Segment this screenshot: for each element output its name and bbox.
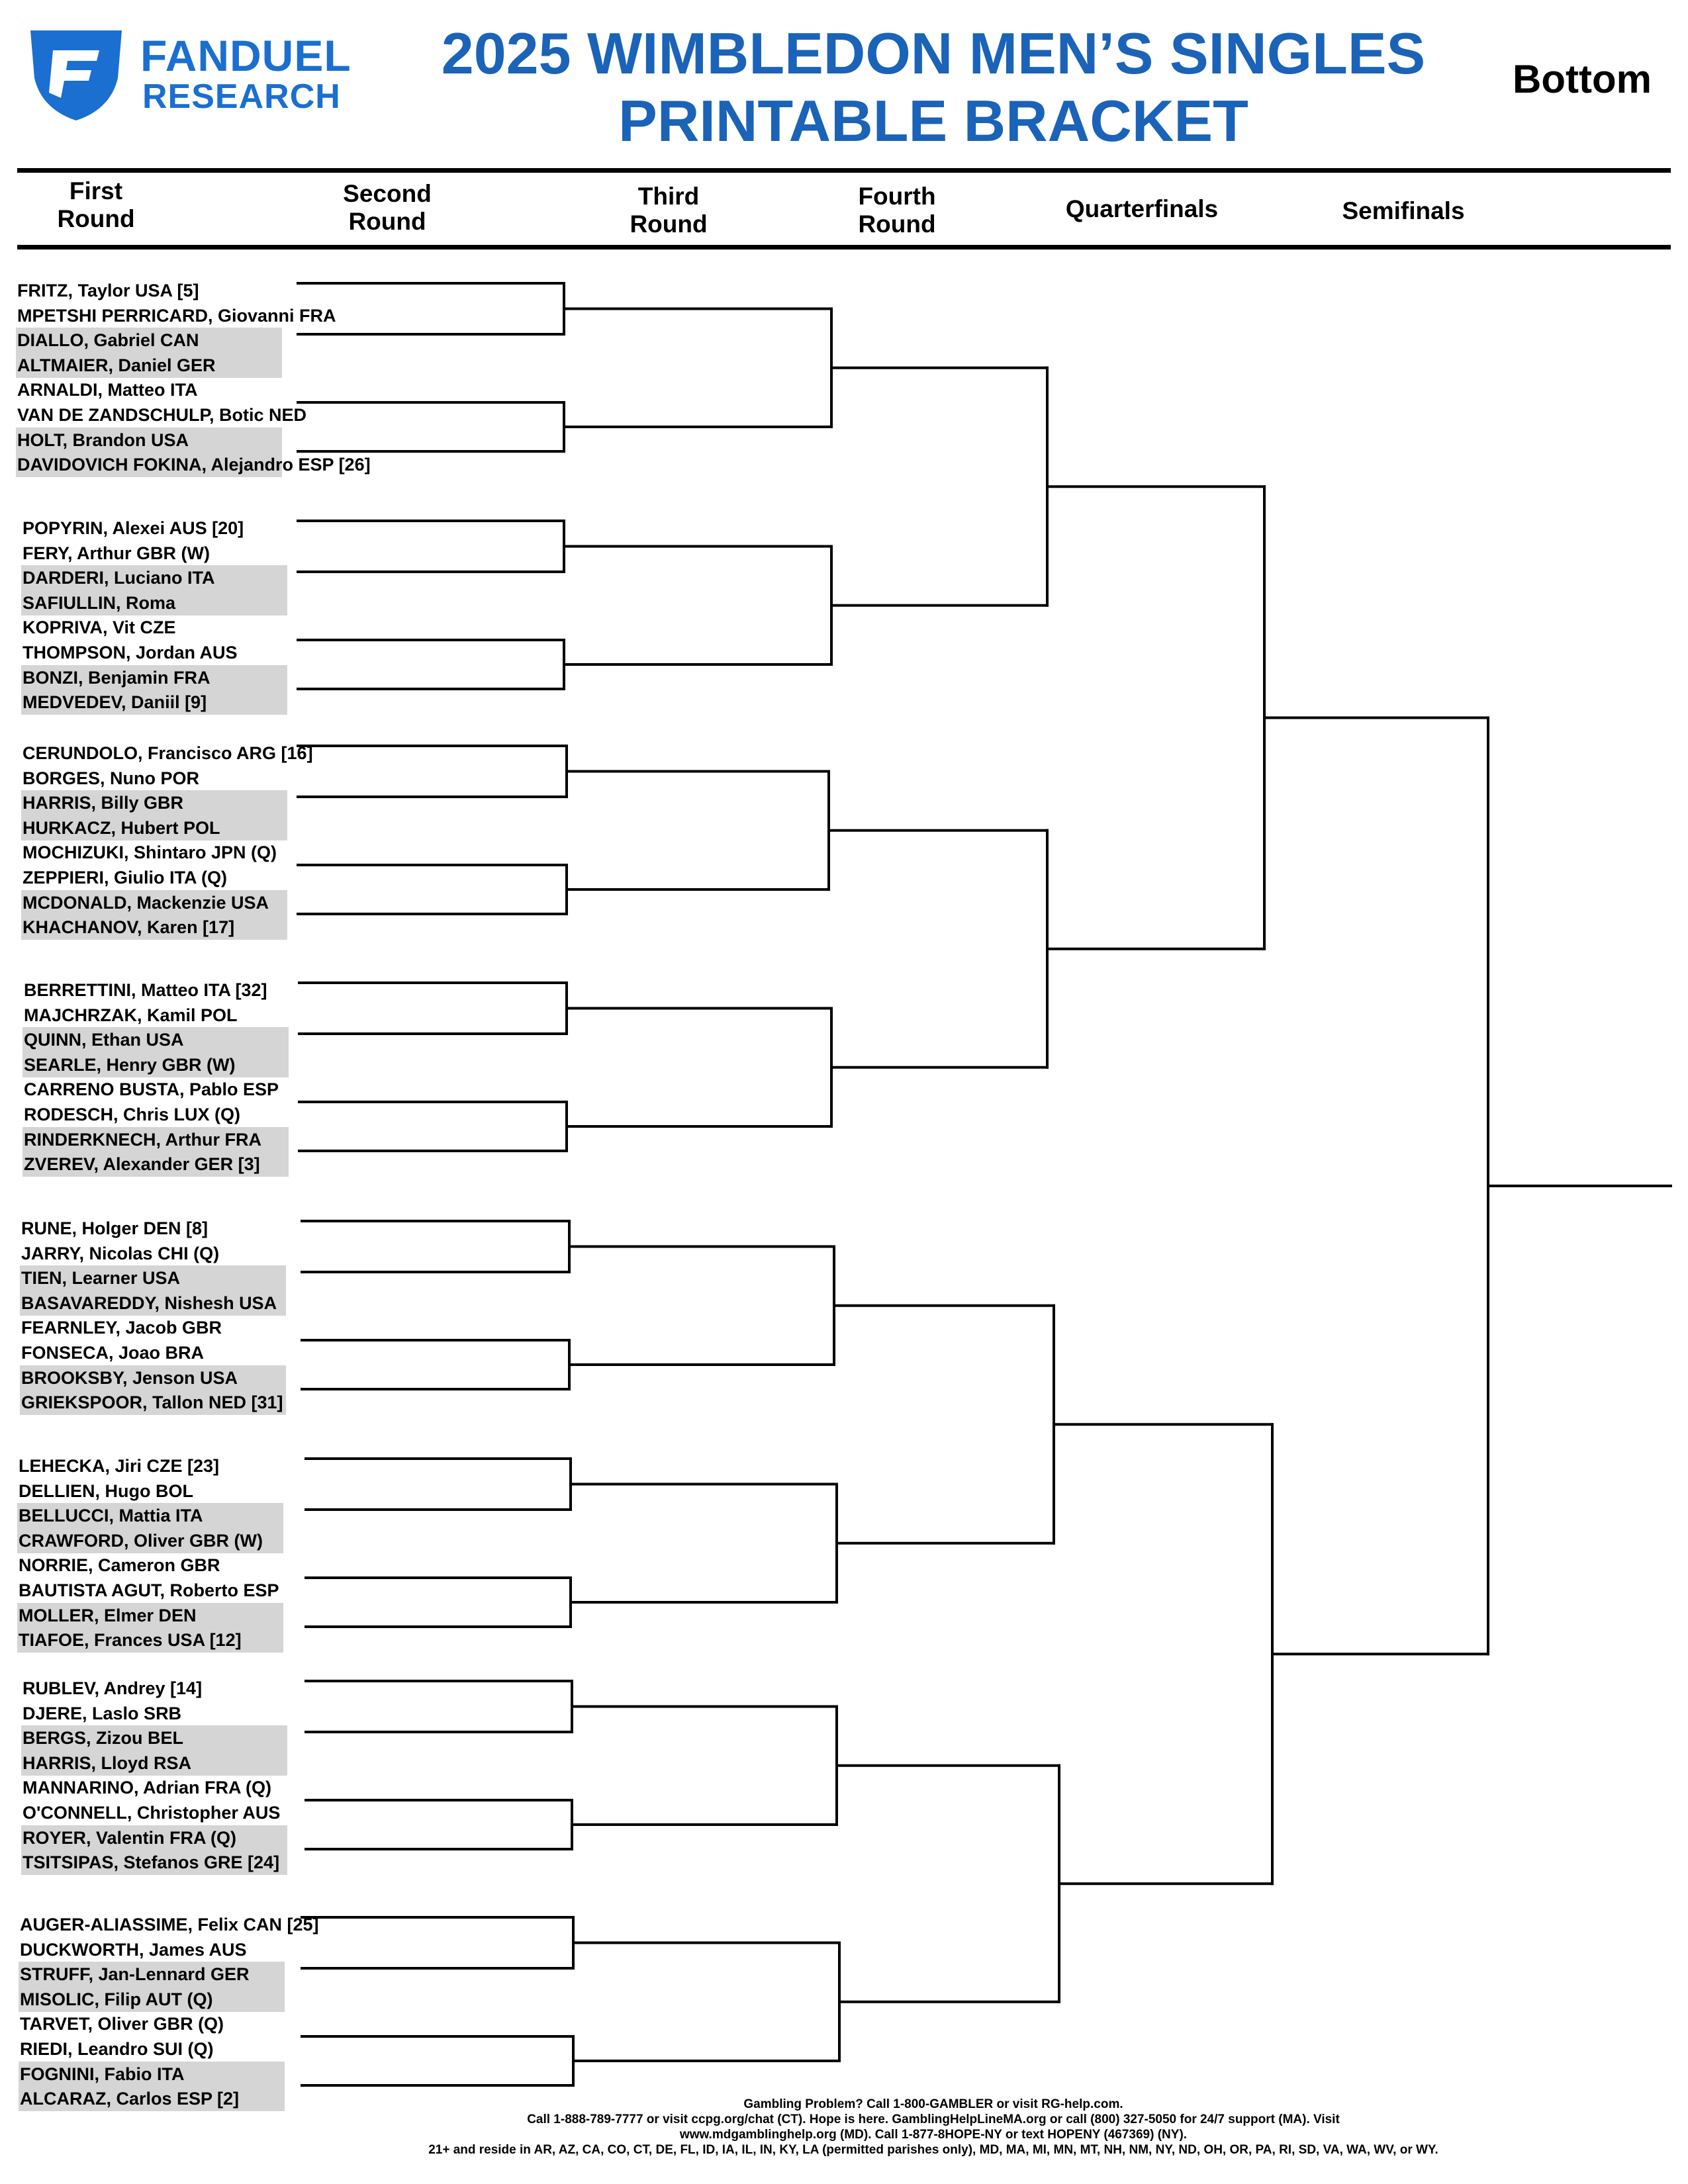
player-name: VAN DE ZANDSCHULP, Botic NED [17, 405, 307, 425]
player-name: HOLT, Brandon USA [16, 428, 282, 453]
player-name: HARRIS, Billy GBR [21, 790, 287, 815]
title-line-1: 2025 WIMBLEDON MEN’S SINGLES [441, 21, 1426, 86]
player-name: NORRIE, Cameron GBR [19, 1555, 220, 1576]
bracket-half-label: Bottom [1513, 57, 1652, 101]
player-name: BONZI, Benjamin FRA [21, 665, 287, 690]
player-name: TIEN, Learner USA [20, 1265, 286, 1291]
player-name: FONSECA, Joao BRA [21, 1343, 205, 1363]
player-name: HARRIS, Lloyd RSA [21, 1751, 287, 1776]
player-name: THOMPSON, Jordan AUS [23, 643, 238, 662]
round-header-quarterfinals: Quarterfinals [1065, 195, 1219, 222]
round-header-semifinals: Semifinals [1342, 197, 1465, 224]
player-name: MISOLIC, Filip AUT (Q) [19, 1987, 285, 2012]
player-name: DAVIDOVICH FOKINA, Alejandro ESP [26] [16, 452, 282, 477]
player-name: BERGS, Zizou BEL [21, 1725, 287, 1751]
player-name: MCDONALD, Mackenzie USA [21, 890, 287, 915]
player-name: FRITZ, Taylor USA [5] [17, 281, 199, 300]
player-name: GRIEKSPOOR, Tallon NED [31] [20, 1390, 286, 1415]
title-line-2: PRINTABLE BRACKET [618, 88, 1248, 154]
player-name: MANNARINO, Adrian FRA (Q) [23, 1778, 271, 1798]
player-name: ZEPPIERI, Giulio ITA (Q) [23, 868, 227, 887]
player-name: BERRETTINI, Matteo ITA [32] [24, 980, 267, 1000]
player-name: SAFIULLIN, Roma [21, 590, 287, 615]
player-name: ALTMAIER, Daniel GER [16, 353, 282, 378]
footer-line-3: www.mdgamblinghelp.org (MD). Call 1-877-8HOPE-NY or text HOPENY (467369) (NY). [679, 2128, 1188, 2142]
player-name: BROOKSBY, Jenson USA [20, 1365, 286, 1390]
player-name: RINDERKNECH, Arthur FRA [23, 1127, 289, 1152]
round-header-third: Third Round [630, 183, 708, 238]
player-name: RUNE, Holger DEN [8] [21, 1218, 209, 1238]
player-name: CARRENO BUSTA, Pablo ESP [24, 1079, 279, 1100]
player-name: ROYER, Valentin FRA (Q) [21, 1825, 287, 1850]
player-name: AUGER-ALIASSIME, Felix CAN [25] [20, 1915, 319, 1934]
round-header-second: Second Round [343, 180, 432, 235]
player-name: KOPRIVA, Vit CZE [23, 617, 176, 638]
player-name: DUCKWORTH, James AUS [20, 1939, 247, 1960]
player-name: RIEDI, Leandro SUI (Q) [20, 2039, 214, 2059]
player-name: JARRY, Nicolas CHI (Q) [21, 1243, 220, 1263]
player-name: CERUNDOLO, Francisco ARG [16] [23, 743, 313, 763]
player-name: LEHECKA, Jiri CZE [23] [19, 1456, 220, 1476]
player-name: CRAWFORD, Oliver GBR (W) [17, 1528, 283, 1553]
round-header-first: First Round [57, 177, 135, 232]
player-name: O'CONNELL, Christopher AUS [23, 1803, 281, 1823]
player-name: BELLUCCI, Mattia ITA [17, 1503, 283, 1528]
player-name: DIALLO, Gabriel CAN [16, 328, 282, 353]
player-name: MPETSHI PERRICARD, Giovanni FRA [17, 305, 336, 326]
player-name: HURKACZ, Hubert POL [21, 815, 287, 841]
player-name: MOCHIZUKI, Shintaro JPN (Q) [23, 842, 277, 863]
player-name: TARVET, Oliver GBR (Q) [20, 2014, 224, 2034]
player-name: BORGES, Nuno POR [23, 768, 200, 788]
brand-subtitle: RESEARCH [142, 77, 341, 116]
player-name: MOLLER, Elmer DEN [17, 1603, 283, 1628]
player-name: FERY, Arthur GBR (W) [23, 543, 210, 563]
player-name: ZVEREV, Alexander GER [3] [23, 1152, 289, 1177]
player-name: BASAVAREDDY, Nishesh USA [20, 1291, 286, 1316]
player-name: TIAFOE, Frances USA [12] [17, 1627, 283, 1653]
player-name: DELLIEN, Hugo BOL [19, 1480, 193, 1501]
player-name: QUINN, Ethan USA [23, 1027, 289, 1052]
player-name: TSITSIPAS, Stefanos GRE [24] [21, 1850, 287, 1875]
player-name: DARDERI, Luciano ITA [21, 565, 287, 590]
player-name: RUBLEV, Andrey [14] [23, 1678, 203, 1698]
responsible-gambling-footer [424, 2097, 1443, 2158]
player-name: BAUTISTA AGUT, Roberto ESP [19, 1580, 279, 1600]
brand-name: FANDUEL [140, 31, 352, 80]
player-name: KHACHANOV, Karen [17] [21, 915, 287, 940]
player-name: ARNALDI, Matteo ITA [17, 380, 198, 400]
footer-line-4: 21+ and reside in AR, AZ, CA, CO, CT, DE, FL, ID, IA, IL, IN, KY, LA (permitted parishes only), MD, MA, MI, MN, MT, NH, NM, NY, ND, OH, OR, PA, RI, SD, VA, WA, WV, or WY. [428, 2143, 1438, 2157]
player-name: FOGNINI, Fabio ITA [19, 2062, 285, 2087]
round-header-fourth: Fourth Round [858, 183, 936, 238]
player-name: ALCARAZ, Carlos ESP [2] [19, 2086, 285, 2111]
player-name: RODESCH, Chris LUX (Q) [24, 1105, 241, 1124]
footer-line-2: Call 1-888-789-7777 or visit ccpg.org/chat (CT). Hope is here. GamblingHelpLineMA.org or call (800) 327-5050 for 24/7 support (MA). Visit [527, 2113, 1340, 2126]
footer-line-1: Gambling Problem? Call 1-800-GAMBLER or visit RG-help.com. [743, 2097, 1123, 2111]
player-name: MAJCHRZAK, Kamil POL [24, 1005, 238, 1025]
player-name: FEARNLEY, Jacob GBR [21, 1318, 222, 1338]
player-name: SEARLE, Henry GBR (W) [23, 1052, 289, 1077]
player-name: DJERE, Laslo SRB [23, 1703, 182, 1723]
player-name: POPYRIN, Alexei AUS [20] [23, 518, 244, 538]
player-name: STRUFF, Jan-Lennard GER [19, 1962, 285, 1987]
player-name: MEDVEDEV, Daniil [9] [21, 690, 287, 715]
